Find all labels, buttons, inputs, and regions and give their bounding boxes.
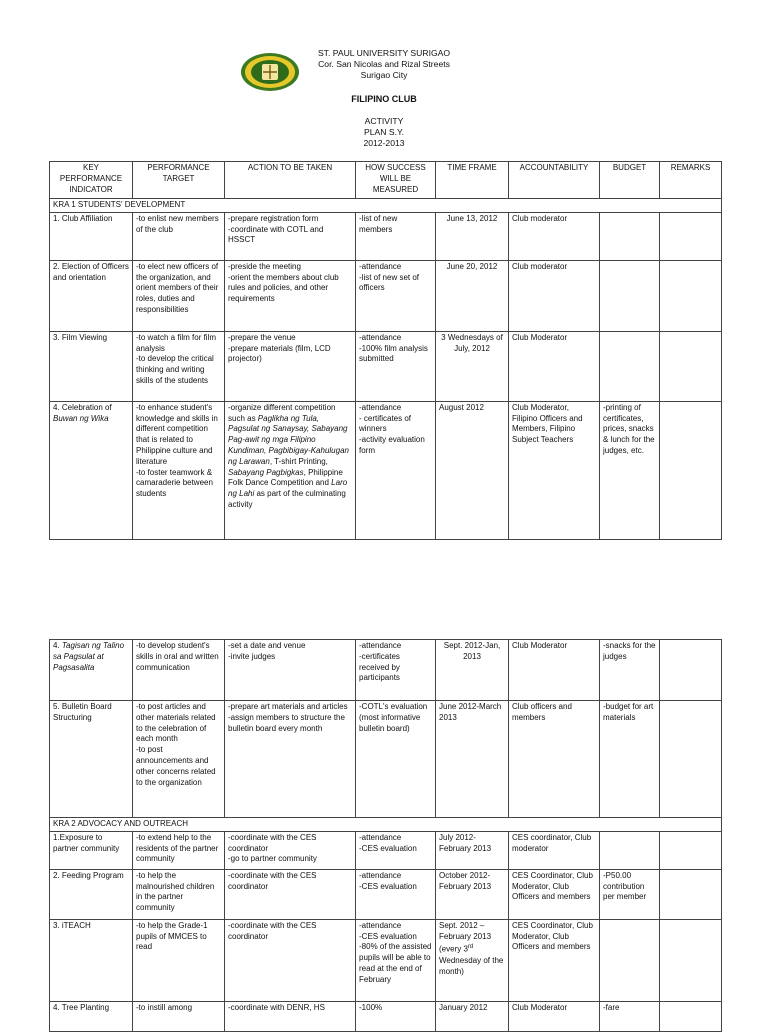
time-cell: 3 Wednesdays of July, 2012 xyxy=(436,331,509,401)
time-cell: October 2012-February 2013 xyxy=(436,869,509,919)
target-cell: -to enlist new members of the club xyxy=(133,212,225,260)
remarks-cell xyxy=(660,1001,722,1031)
target-cell: -to help the Grade-1 pupils of MMCES to read xyxy=(133,919,225,1001)
target-cell: -to watch a film for film analysis -to develop the critical thinking and writing skills of the students xyxy=(133,331,225,401)
section-row xyxy=(50,818,722,832)
accountability-cell: Club moderator xyxy=(509,260,600,331)
university-city: Surigao City xyxy=(360,70,408,80)
column-header: ACCOUNTABILITY xyxy=(509,162,600,199)
club-name: FILIPINO CLUB xyxy=(351,94,417,104)
indicator-prefix: 4. Celebration of xyxy=(53,402,112,412)
time-text: Wednesday of the month) xyxy=(439,955,504,976)
column-header: ACTION TO BE TAKEN xyxy=(225,162,356,199)
target-cell: -to enhance student's knowledge and skills in different competition that is related to Philippine culture and literature -to foster teamwork & camaraderie between students xyxy=(133,401,225,539)
table-row xyxy=(50,640,722,701)
action-italic: Sabayang Pagbigkas xyxy=(228,467,304,477)
plan-title-line3: 2012-2013 xyxy=(363,138,405,148)
section-row xyxy=(50,199,722,213)
indicator-cell: 5. Bulletin Board Structuring xyxy=(50,701,133,818)
measure-cell: -list of new members xyxy=(356,212,436,260)
action-line: -prepare registration form -coordinate with COTL and HSSCT xyxy=(228,213,324,245)
section-title: KRA 1 STUDENTS' DEVELOPMENT xyxy=(50,199,722,213)
action-italic: Paglikha ng Tula, Pagsulat ng Sanaysay, Sabayang Pag-awit ng mga Filipino Kundiman, Pagbibigay-Kahulugan ng Larawan xyxy=(228,413,349,466)
budget-cell xyxy=(600,212,660,260)
target-cell: -to extend help to the residents of the partner community xyxy=(133,831,225,869)
budget-cell: -fare xyxy=(600,1001,660,1031)
remarks-cell xyxy=(660,701,722,818)
action-text: as part of the culminating activity xyxy=(228,489,346,509)
remarks-cell xyxy=(660,331,722,401)
table-row xyxy=(50,212,722,260)
remarks-cell xyxy=(660,831,722,869)
action-cell: -preside the meeting -orient the members about club rules and policies, and other requirements xyxy=(225,260,356,331)
accountability-cell: CES coordinator, Club moderator xyxy=(509,831,600,869)
measure-cell: -attendance -100% film analysis submitted xyxy=(356,331,436,401)
action-italic: Laro ng Lahi xyxy=(228,478,348,499)
indicator-cell: 2. Election of Officers and orientation xyxy=(50,260,133,331)
time-superscript: rd xyxy=(467,944,474,951)
measure-cell: -COTL's evaluation (most informative bulletin board) xyxy=(356,701,436,818)
indicator-cell: 1. Club Affiliation xyxy=(50,212,133,260)
indicator-cell: 3. Film Viewing xyxy=(50,331,133,401)
university-name: ST. PAUL UNIVERSITY SURIGAO xyxy=(317,48,451,58)
target-cell: -to post articles and other materials related to the celebration of each month -to post announcements and other concerns related to the organization xyxy=(133,701,225,818)
column-header: TIME FRAME xyxy=(436,162,509,199)
action-cell: -set a date and venue -invite judges xyxy=(225,640,356,701)
indicator-prefix: 4. xyxy=(53,641,60,650)
action-cell: -coordinate with the CES coordinator -go to partner community xyxy=(225,831,356,869)
indicator-cell xyxy=(50,640,133,701)
budget-cell xyxy=(600,260,660,331)
measure-cell: -attendance -CES evaluation -80% of the assisted pupils will be able to read at the end of February xyxy=(356,919,436,1001)
accountability-cell: Club Moderator xyxy=(509,331,600,401)
measure-cell: -attendance -CES evaluation xyxy=(356,831,436,869)
table-row xyxy=(50,869,722,919)
measure-cell: -attendance - certificates of winners -activity evaluation form xyxy=(356,401,436,539)
action-cell: -prepare the venue -prepare materials (film, LCD projector) xyxy=(225,331,356,401)
university-address: Cor. San Nicolas and Rizal Streets xyxy=(318,59,450,69)
table-row xyxy=(50,701,722,818)
measure-cell: -attendance -list of new set of officers xyxy=(356,260,436,331)
action-cell: -coordinate with the CES coordinator xyxy=(225,919,356,1001)
accountability-cell: Club Moderator xyxy=(509,1001,600,1031)
plan-title-line1: ACTIVITY xyxy=(364,116,404,126)
action-text: , T-shirt Printing, xyxy=(269,456,328,466)
action-cell xyxy=(225,212,356,260)
budget-cell xyxy=(600,331,660,401)
time-cell: June 20, 2012 xyxy=(436,260,509,331)
indicator-cell xyxy=(50,401,133,539)
action-cell: -coordinate with DENR, HS xyxy=(225,1001,356,1031)
accountability-cell: CES Coordinator, Club Moderator, Club Officers and members xyxy=(509,919,600,1001)
column-header: HOW SUCCESS WILL BE MEASURED xyxy=(356,162,436,199)
time-text: Sept. 2012 – February 2013 (every 3 xyxy=(439,920,492,955)
activity-plan-table-continued xyxy=(49,639,722,1032)
budget-cell: -printing of certificates, prices, snacks & lunch for the judges, etc. xyxy=(600,401,660,539)
action-cell: -coordinate with the CES coordinator xyxy=(225,869,356,919)
target-cell: -to develop student's skills in oral and written communication xyxy=(133,640,225,701)
table-row xyxy=(50,401,722,539)
time-cell: June 2012-March 2013 xyxy=(436,701,509,818)
accountability-cell: Club Moderator, Filipino Officers and Members, Filipino Subject Teachers xyxy=(509,401,600,539)
plan-title-line2: PLAN S.Y. xyxy=(364,127,404,137)
remarks-cell xyxy=(660,919,722,1001)
indicator-cell: 4. Tree Planting xyxy=(50,1001,133,1031)
table-row xyxy=(50,260,722,331)
table-row xyxy=(50,331,722,401)
accountability-cell: Club moderator xyxy=(509,212,600,260)
action-text: , Philippine Folk Dance Competition and xyxy=(228,467,343,488)
table-row xyxy=(50,831,722,869)
budget-cell: -snacks for the judges xyxy=(600,640,660,701)
time-cell: January 2012 xyxy=(436,1001,509,1031)
remarks-cell xyxy=(660,640,722,701)
time-cell xyxy=(436,919,509,1001)
time-cell: July 2012-February 2013 xyxy=(436,831,509,869)
remarks-cell xyxy=(660,869,722,919)
target-cell: -to elect new officers of the organization, and orient members of their roles, duties and responsibilities xyxy=(133,260,225,331)
indicator-cell: 2. Feeding Program xyxy=(50,869,133,919)
remarks-cell xyxy=(660,212,722,260)
accountability-cell: CES Coordinator, Club Moderator, Club Officers and members xyxy=(509,869,600,919)
time-cell: Sept. 2012-Jan, 2013 xyxy=(436,640,509,701)
indicator-cell: 3. iTEACH xyxy=(50,919,133,1001)
target-cell: -to instill among xyxy=(133,1001,225,1031)
column-header: PERFORMANCE TARGET xyxy=(133,162,225,199)
column-header: BUDGET xyxy=(600,162,660,199)
budget-cell: -P50.00 contribution per member xyxy=(600,869,660,919)
accountability-cell: Club Moderator xyxy=(509,640,600,701)
budget-cell xyxy=(600,919,660,1001)
remarks-cell xyxy=(660,260,722,331)
table-header-row xyxy=(50,162,722,199)
action-cell xyxy=(225,401,356,539)
measure-cell: -attendance -certificates received by participants xyxy=(356,640,436,701)
target-cell: -to help the malnourished children in the partner community xyxy=(133,869,225,919)
column-header: KEY PERFORMANCE INDICATOR xyxy=(50,162,133,199)
column-header: REMARKS xyxy=(660,162,722,199)
table-row xyxy=(50,1001,722,1031)
indicator-italic: Buwan ng Wika xyxy=(53,413,109,423)
action-text: -organize different competition such as xyxy=(228,402,336,423)
time-cell: June 13, 2012 xyxy=(436,212,509,260)
action-cell: -prepare art materials and articles -assign members to structure the bulletin board every month xyxy=(225,701,356,818)
budget-cell xyxy=(600,831,660,869)
measure-cell: -100% xyxy=(356,1001,436,1031)
activity-plan-table xyxy=(49,161,722,540)
measure-cell: -attendance -CES evaluation xyxy=(356,869,436,919)
table-row xyxy=(50,919,722,1001)
indicator-italic: Tagisan ng Talino sa Pagsulat at Pagsasalita xyxy=(53,641,125,672)
remarks-cell xyxy=(660,401,722,539)
budget-cell: -budget for art materials xyxy=(600,701,660,818)
accountability-cell: Club officers and members xyxy=(509,701,600,818)
indicator-cell: 1.Exposure to partner community xyxy=(50,831,133,869)
time-cell: August 2012 xyxy=(436,401,509,539)
section-title: KRA 2 ADVOCACY AND OUTREACH xyxy=(50,818,722,832)
